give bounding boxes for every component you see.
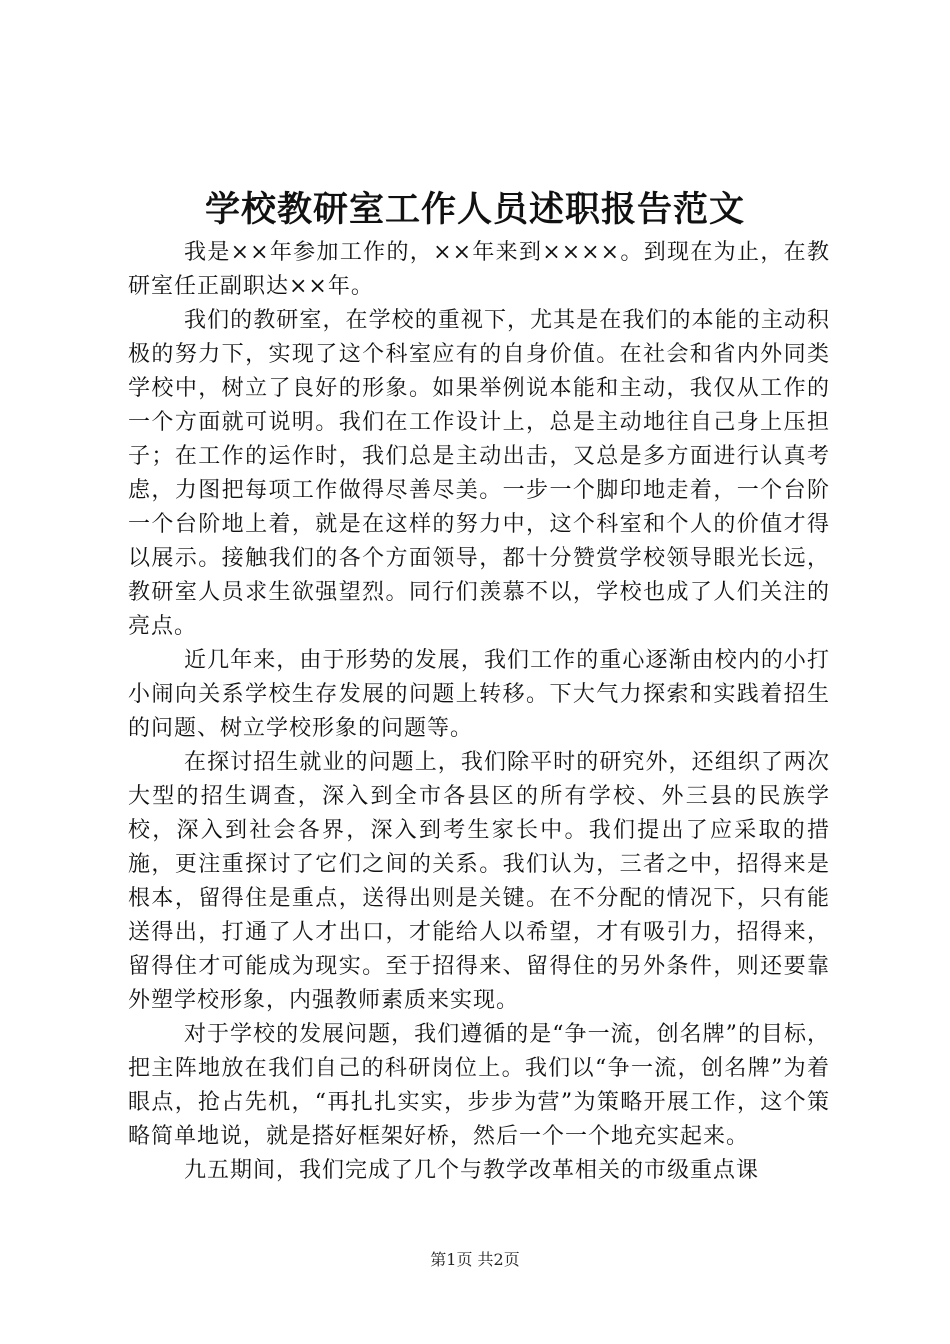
paragraph: 我是××年参加工作的，××年来到××××。到现在为止，在教研室任正副职达××年。 [128,240,830,299]
document-title: 学校教研室工作人员述职报告范文 [204,189,745,230]
paragraph: 在探讨招生就业的问题上，我们除平时的研究外，还组织了两次大型的招生调查，深入到全市各县区的所有学校、外三县的民族学校，深入到社会各界，深入到考生家长中。我们提出了应采取的措施，更注重探讨了它们之间的关系。我们认为，三者之中，招得来是根本，留得住是重点，送得出则是关键。在不分配的情况下，只有能送得出，打通了人才出口，才能给人以希望，才有吸引力，招得来，留得住才可能成为现实。至于招得来、留得住的另外条件，则还要靠外塑学校形象，内强教师素质来实现。 [128,750,830,1013]
paragraph: 九五期间，我们完成了几个与教学改革相关的市级重点课 [184,1158,760,1183]
document-body [128,236,830,1188]
paragraph: 近几年来，由于形势的发展，我们工作的重心逐渐由校内的小打小闹向关系学校生存发展的问题上转移。下大气力探索和实践着招生的问题、树立学校形象的问题等。 [128,648,830,741]
paragraph: 对于学校的发展问题，我们遵循的是“争一流，创名牌”的目标，把主阵地放在我们自己的科研岗位上。我们以“争一流，创名牌”为着眼点，抢占先机，“再扎扎实实，步步为营”为策略开展工作，这个策略简单地说，就是搭好框架好桥，然后一个一个地充实起来。 [128,1022,830,1149]
paragraph: 我们的教研室，在学校的重视下，尤其是在我们的本能的主动积极的努力下，实现了这个科室应有的自身价值。在社会和省内外同类学校中，树立了良好的形象。如果举例说本能和主动，我仅从工作的一个方面就可说明。我们在工作设计上，总是主动地往自己身上压担子；在工作的运作时，我们总是主动出击，又总是多方面进行认真考虑，力图把每项工作做得尽善尽美。一步一个脚印地走着，一个台阶一个台阶地上着，就是在这样的努力中，这个科室和个人的价值才得以展示。接触我们的各个方面领导，都十分赞赏学校领导眼光长远，教研室人员求生欲强望烈。同行们羡慕不以，学校也成了人们关注的亮点。 [128,308,830,639]
page-footer: 第1页 共2页 [430,1250,520,1269]
